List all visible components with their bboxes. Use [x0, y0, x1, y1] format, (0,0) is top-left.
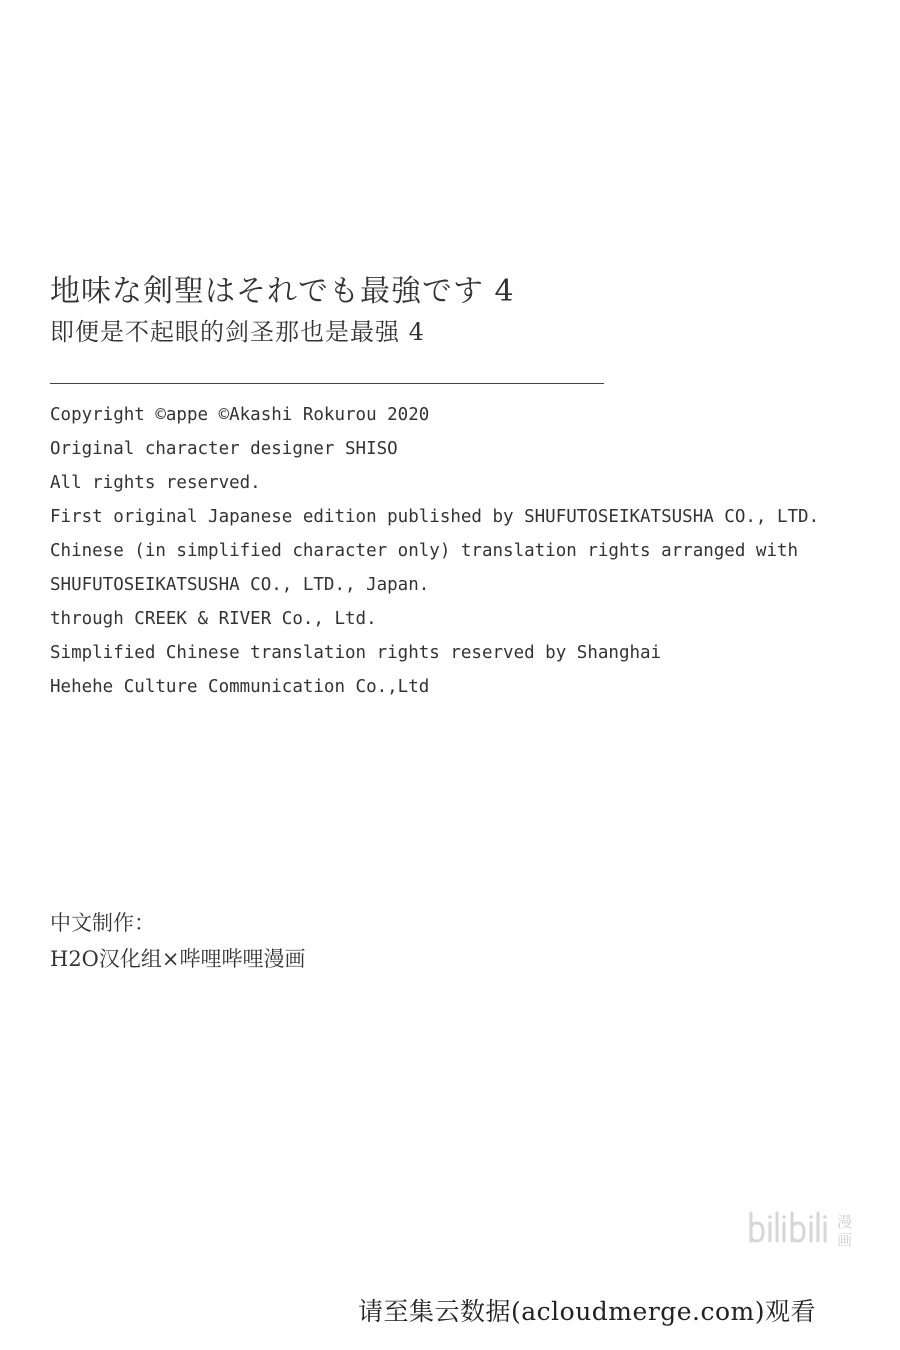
- copyright-line: First original Japanese edition published by SHUFUTOSEIKATSUSHA CO., LTD.: [50, 507, 820, 527]
- copyright-line: Chinese (in simplified character only) translation rights arranged with: [50, 541, 799, 561]
- copyright-line: Copyright ©appe ©Akashi Rokurou 2020: [50, 405, 430, 425]
- svg-text:画: 画: [837, 1231, 853, 1249]
- title-japanese: 地味な剣聖はそれでも最強です 4: [50, 274, 515, 309]
- copyright-line: All rights reserved.: [50, 473, 261, 493]
- footer-notice: 请至集云数据(acloudmerge.com)观看: [358, 1297, 817, 1326]
- copyright-line: Hehehe Culture Communication Co.,Ltd: [50, 677, 430, 697]
- divider-line: [50, 383, 604, 384]
- credits-block: [50, 905, 306, 977]
- copyright-line: through CREEK & RIVER Co., Ltd.: [50, 609, 377, 629]
- copyright-line: Simplified Chinese translation rights reserved by Shanghai: [50, 643, 662, 663]
- credits-group: H2O汉化组×哔哩哔哩漫画: [50, 947, 306, 971]
- credits-heading: 中文制作：: [50, 911, 155, 935]
- svg-text:漫: 漫: [837, 1213, 853, 1231]
- copyright-line: SHUFUTOSEIKATSUSHA CO., LTD., Japan.: [50, 575, 430, 595]
- copyright-line: Original character designer SHISO: [50, 439, 398, 459]
- bilibili-logo-watermark: [745, 1205, 870, 1250]
- copyright-block: [50, 398, 819, 704]
- title-chinese: 即便是不起眼的剑圣那也是最强 4: [50, 318, 425, 346]
